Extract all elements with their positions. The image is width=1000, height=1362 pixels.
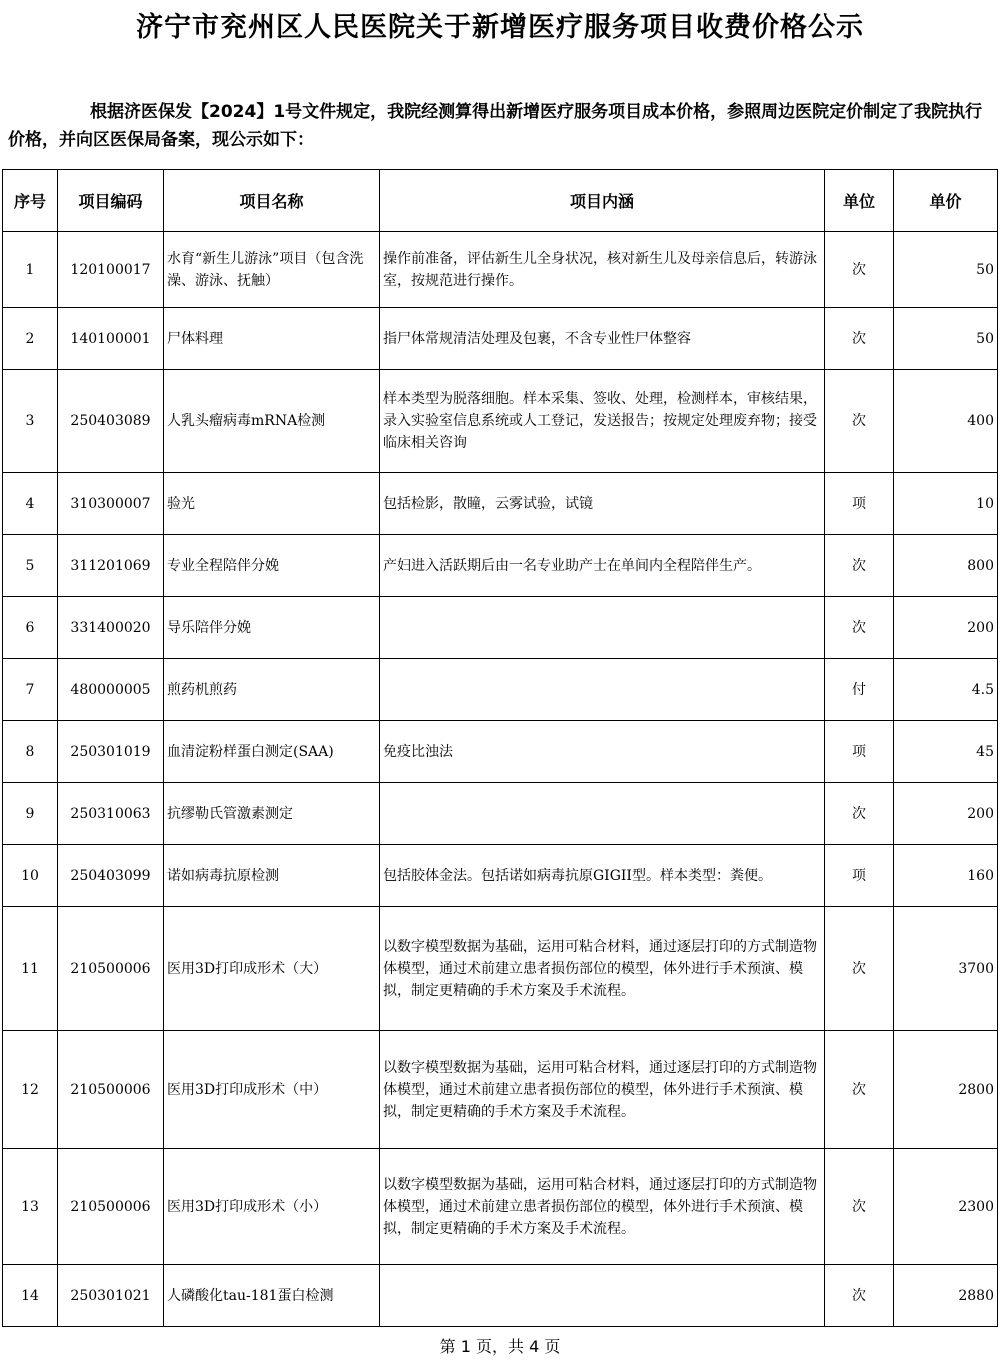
table-row: [3, 721, 998, 783]
table-header-row: [3, 170, 998, 232]
cell-name: 水育“新生儿游泳”项目（包含洗澡、游泳、抚触）: [164, 232, 380, 308]
cell-desc: 免疫比浊法: [380, 721, 825, 783]
cell-desc: [380, 1265, 825, 1327]
intro-paragraph: 根据济医保发【2024】1号文件规定，我院经测算得出新增医疗服务项目成本价格，参照周边医院定价制定了我院执行价格，并向区医保局备案，现公示如下：: [8, 102, 983, 150]
cell-price: 3700: [894, 907, 998, 1031]
table-row: [3, 1265, 998, 1327]
cell-price: 4.5: [894, 659, 998, 721]
cell-code: 140100001: [58, 308, 164, 370]
cell-unit: 项: [825, 473, 894, 535]
cell-seq: 1: [3, 232, 58, 308]
cell-code: 480000005: [58, 659, 164, 721]
table-row: [3, 1149, 998, 1265]
cell-unit: 付: [825, 659, 894, 721]
cell-price: 10: [894, 473, 998, 535]
fee-table: [2, 169, 998, 1327]
cell-desc: 包括检影，散瞳，云雾试验，试镜: [380, 473, 825, 535]
cell-unit: 项: [825, 845, 894, 907]
cell-unit: 次: [825, 232, 894, 308]
page-title: 济宁市兖州区人民医院关于新增医疗服务项目收费价格公示: [136, 12, 864, 43]
cell-code: 210500006: [58, 1031, 164, 1149]
table-row: [3, 659, 998, 721]
cell-seq: 5: [3, 535, 58, 597]
cell-name: 医用3D打印成形术（小）: [164, 1149, 380, 1265]
cell-price: 50: [894, 232, 998, 308]
cell-code: 331400020: [58, 597, 164, 659]
cell-desc: [380, 783, 825, 845]
cell-seq: 8: [3, 721, 58, 783]
cell-name: 医用3D打印成形术（中）: [164, 1031, 380, 1149]
table-row: [3, 232, 998, 308]
cell-price: 400: [894, 370, 998, 473]
cell-code: 250403099: [58, 845, 164, 907]
header-code: 项目编码: [58, 170, 164, 232]
cell-name: 专业全程陪伴分娩: [164, 535, 380, 597]
cell-code: 250301021: [58, 1265, 164, 1327]
cell-unit: 次: [825, 783, 894, 845]
cell-seq: 9: [3, 783, 58, 845]
cell-name: 尸体料理: [164, 308, 380, 370]
cell-unit: 次: [825, 1149, 894, 1265]
cell-code: 250310063: [58, 783, 164, 845]
cell-name: 抗缪勒氏管激素测定: [164, 783, 380, 845]
cell-price: 50: [894, 308, 998, 370]
cell-price: 800: [894, 535, 998, 597]
cell-price: 2300: [894, 1149, 998, 1265]
cell-name: 诺如病毒抗原检测: [164, 845, 380, 907]
cell-desc: 产妇进入活跃期后由一名专业助产士在单间内全程陪伴生产。: [380, 535, 825, 597]
cell-desc: 以数字模型数据为基础，运用可粘合材料，通过逐层打印的方式制造物体模型，通过术前建立患者损伤部位的模型，体外进行手术预演、模拟，制定更精确的手术方案及手术流程。: [380, 1149, 825, 1265]
cell-code: 120100017: [58, 232, 164, 308]
cell-seq: 2: [3, 308, 58, 370]
cell-price: 160: [894, 845, 998, 907]
cell-price: 2800: [894, 1031, 998, 1149]
cell-unit: 项: [825, 721, 894, 783]
cell-name: 人乳头瘤病毒mRNA检测: [164, 370, 380, 473]
cell-price: 200: [894, 783, 998, 845]
header-unit: 单位: [825, 170, 894, 232]
cell-name: 血清淀粉样蛋白测定(SAA): [164, 721, 380, 783]
cell-unit: 次: [825, 308, 894, 370]
cell-desc: 以数字模型数据为基础，运用可粘合材料，通过逐层打印的方式制造物体模型，通过术前建立患者损伤部位的模型，体外进行手术预演、模拟，制定更精确的手术方案及手术流程。: [380, 907, 825, 1031]
table-row: [3, 308, 998, 370]
cell-name: 验光: [164, 473, 380, 535]
table-row: [3, 783, 998, 845]
cell-seq: 11: [3, 907, 58, 1031]
cell-unit: 次: [825, 370, 894, 473]
cell-seq: 14: [3, 1265, 58, 1327]
cell-desc: 以数字模型数据为基础，运用可粘合材料，通过逐层打印的方式制造物体模型，通过术前建立患者损伤部位的模型，体外进行手术预演、模拟，制定更精确的手术方案及手术流程。: [380, 1031, 825, 1149]
header-seq: 序号: [3, 170, 58, 232]
cell-seq: 7: [3, 659, 58, 721]
cell-desc: 包括胶体金法。包括诺如病毒抗原GIGII型。样本类型：粪便。: [380, 845, 825, 907]
cell-seq: 13: [3, 1149, 58, 1265]
page-footer: 第 1 页，共 4 页: [439, 1337, 561, 1356]
cell-price: 200: [894, 597, 998, 659]
table-row: [3, 597, 998, 659]
table-row: [3, 370, 998, 473]
cell-desc: [380, 659, 825, 721]
cell-name: 医用3D打印成形术（大）: [164, 907, 380, 1031]
cell-code: 250403089: [58, 370, 164, 473]
table-row: [3, 535, 998, 597]
table-row: [3, 473, 998, 535]
cell-price: 45: [894, 721, 998, 783]
cell-code: 311201069: [58, 535, 164, 597]
cell-seq: 6: [3, 597, 58, 659]
header-desc: 项目内涵: [380, 170, 825, 232]
cell-code: 210500006: [58, 907, 164, 1031]
cell-seq: 12: [3, 1031, 58, 1149]
cell-desc: 样本类型为脱落细胞。样本采集、签收、处理，检测样本，审核结果，录入实验室信息系统或人工登记，发送报告；按规定处理废弃物；接受临床相关咨询: [380, 370, 825, 473]
cell-code: 210500006: [58, 1149, 164, 1265]
cell-name: 人磷酸化tau-181蛋白检测: [164, 1265, 380, 1327]
cell-unit: 次: [825, 597, 894, 659]
table-row: [3, 907, 998, 1031]
cell-desc: 操作前准备，评估新生儿全身状况，核对新生儿及母亲信息后，转游泳室，按规范进行操作。: [380, 232, 825, 308]
table-row: [3, 1031, 998, 1149]
header-price: 单价: [894, 170, 998, 232]
cell-price: 2880: [894, 1265, 998, 1327]
cell-code: 250301019: [58, 721, 164, 783]
header-name: 项目名称: [164, 170, 380, 232]
cell-desc: [380, 597, 825, 659]
cell-seq: 10: [3, 845, 58, 907]
cell-unit: 次: [825, 907, 894, 1031]
cell-name: 煎药机煎药: [164, 659, 380, 721]
table-row: [3, 845, 998, 907]
cell-unit: 次: [825, 1031, 894, 1149]
cell-name: 导乐陪伴分娩: [164, 597, 380, 659]
cell-code: 310300007: [58, 473, 164, 535]
cell-unit: 次: [825, 1265, 894, 1327]
cell-seq: 3: [3, 370, 58, 473]
cell-unit: 次: [825, 535, 894, 597]
cell-desc: 指尸体常规清洁处理及包裹，不含专业性尸体整容: [380, 308, 825, 370]
cell-seq: 4: [3, 473, 58, 535]
